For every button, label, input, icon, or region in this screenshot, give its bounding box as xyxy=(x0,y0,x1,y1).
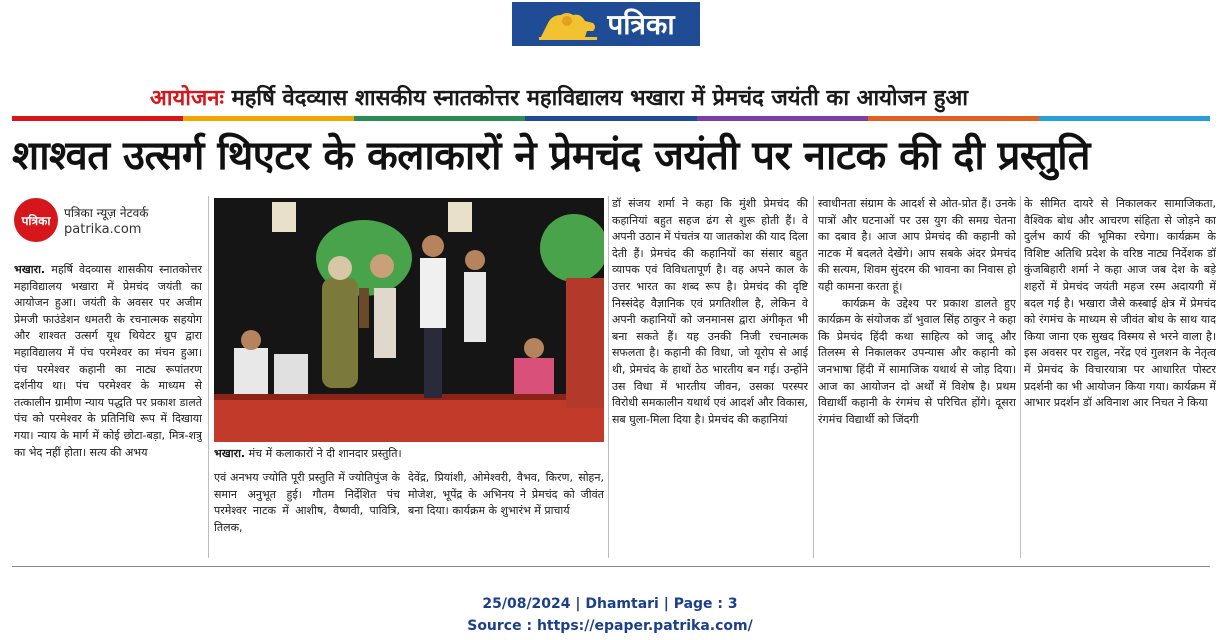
article-column-3: डॉ संजय शर्मा ने कहा कि मुंशी प्रेमचंद की कहानियां बहुत सहज ढंग से शुरू होती हैं। वे अपनी उठान में पंचतंत्र या जातकोश की याद दिला देती हैं। प्रेमचंद की कहानियों का संसार बहुत व्यापक एवं विविधतापूर्ण है। वह अपने काल के उत्तर भारत का शब्द रूप है। प्रेमचंद की दृष्टि निस्संदेह वैज्ञानिक एवं प्रगतिशील है, लेकिन वे अपनी कहानियों को जनमानस द्वारा अंगीकृत भी बना सकते हैं। यह उनकी निजी रचनात्मक सफलता है। कहानी की विधा, जो यूरोप से आई थी, प्रेमचंद के हाथों ठेठ भारतीय बन गई। उन्होंने उस विधा में भारतीय जीवन, उसका परस्पर विरोधी समकालीन यथार्थ एवं आदर्श और विकास, सब घुला-मिला दिया है। प्रेमचंद की कहानियां xyxy=(612,197,808,426)
article-column-2a: एवं अनभय ज्योति पूरी प्रस्तुति में ज्योतिपुंज के समान अनुभूत हुई। गौतम निर्देशित पंच परमेश्वर नाटक में आशीष, वैष्णवी, पावित्रि, तिलक, xyxy=(214,471,400,534)
article-column-1 xyxy=(14,262,202,558)
headline: शाश्वत उत्सर्ग थिएटर के कलाकारों ने प्रेमचंद जयंती पर नाटक की दी प्रस्तुति xyxy=(12,133,1090,179)
footer-divider xyxy=(12,566,1210,567)
footer-source: Source : https://epaper.patrika.com/ xyxy=(467,618,753,634)
byline-site: patrika.com xyxy=(64,221,142,237)
lion-logo-icon xyxy=(537,7,599,41)
article-column-4 xyxy=(818,196,1016,558)
article-column-5: के सीमित दायरे से निकालकर सामाजिकता, वैश्विक बोध और आचरण संहिता से जोड़ने का दुर्लभ कार्य की भूमिका रचेगा। कार्यक्रम के विशिष्ट अतिथि प्रदेश के वरिष्ठ नाट्य निर्देशक डॉ कुंजबिहारी शर्मा ने कहा आज जब देश के बड़े शहरों में प्रेमचंद जयंती महज रस्म अदायगी में बदल गई है। भखारा जैसे कस्बाई क्षेत्र में प्रेमचंद को रंगमंच के माध्यम से जीवंत बोध के साथ याद किया जाना एक सुखद विस्मय से भरने वाला है। इस अवसर पर राहुल, नरेंद्र एवं गुलशन के नेतृत्व में प्रेमचंद के विचारयात्रा पर आधारित पोस्टर प्रदर्शनी का भी आयोजन किया गया। कार्यक्रम में आभार प्रदर्शन डॉ अविनाश आर निचत ने किया xyxy=(1024,197,1216,410)
patrika-badge-icon: पत्रिका xyxy=(14,198,58,242)
kicker-text: महर्षि वेदव्यास शासकीय स्नातकोत्तर महाविद्यालय भखारा में प्रेमचंद जयंती का आयोजन हुआ xyxy=(223,86,968,111)
column-1-text: महर्षि वेदव्यास शासकीय स्नातकोत्तर महाविद्यालय भखारा में प्रेमचंद जयंती का आयोजन हुआ। जयंती के अवसर पर अजीम प्रेमजी फाउंडेशन धमतरी के रचनात्मक सहयोग और शाश्वत उत्सर्ग यूथ थियेटर ग्रुप द्वारा महाविद्यालय में पंच परमेश्वर का मंचन हुआ। पंच परमेश्वर कहानी का नाट्य रूपांतरण दर्शनीय था। पंच परमेश्वर के माध्यम से तत्कालीन ग्रामीण न्याय पद्धति पर प्रकाश डालते पंच को परमेश्वर के प्रतिनिधि रूप में दिखाया गया। न्याय के मार्ग में कोई छोटा-बड़ा, मित्र-शत्रु का भेद नहीं होता। सत्य की अभय xyxy=(14,263,202,459)
masthead-title: पत्रिका xyxy=(607,8,675,41)
caption-text: मंच में कलाकारों ने दी शानदार प्रस्तुति। xyxy=(245,447,402,460)
kicker xyxy=(150,82,1080,116)
color-bar xyxy=(12,116,1210,121)
column-divider xyxy=(1020,196,1021,558)
byline-network: पत्रिका न्यूज़ नेटवर्क xyxy=(64,205,149,220)
stage-photo xyxy=(214,198,604,442)
column-divider xyxy=(208,196,209,558)
caption-place: भखारा. xyxy=(214,447,246,460)
kicker-label: आयोजनः xyxy=(150,86,224,111)
column-4-para-2: कार्यक्रम के उद्देश्य पर प्रकाश डालते हुए कार्यक्रम के संयोजक डॉ भुवाल सिंह ठाकुर ने कहा कि प्रेमचंद हिंदी कथा साहित्य को जादू और तिलस्म से निकालकर उपन्यास और कहानी को जनभाषा हिंदी में सामाजिक यथार्थ से जोड़ दिया। आज का आयोजन दो अर्थों में विशेष है। प्रथम विद्यार्थी कहानी के रंगमंच से परिचित होंगे। दूसरा रंगमंच विद्यार्थी को जिंदगी xyxy=(818,296,1016,426)
byline xyxy=(14,196,204,244)
masthead xyxy=(512,2,700,46)
column-divider xyxy=(813,196,814,558)
footer-meta: 25/08/2024 | Dhamtari | Page : 3 xyxy=(482,596,738,612)
article-column-2b: देवेंद्र, प्रियांशी, ओमेश्वरी, वैभव, किरण, सोहन, मोजेश, भूपेंद्र के अभिनय ने प्रेमचंद को जीवंत बना दिया। कार्यक्रम के शुभारंभ में प्राचार्य xyxy=(408,471,604,518)
column-divider xyxy=(608,196,609,558)
dateline: भखारा. xyxy=(14,263,46,276)
column-4-para-1: स्वाधीनता संग्राम के आदर्श से ओत-प्रोत हैं। उनके पात्रों और घटनाओं पर उस युग की समग्र चेतना का दबाव है। आज आप प्रेमचंद की कहानी को नाटक में बदलते देखेंगे। आप सबके अंदर प्रेमचंद की सत्यम, शिवम सुंदरम की भावना का निवास हो यही कामना करता हूं। xyxy=(818,197,1016,293)
photo-caption xyxy=(214,446,604,464)
